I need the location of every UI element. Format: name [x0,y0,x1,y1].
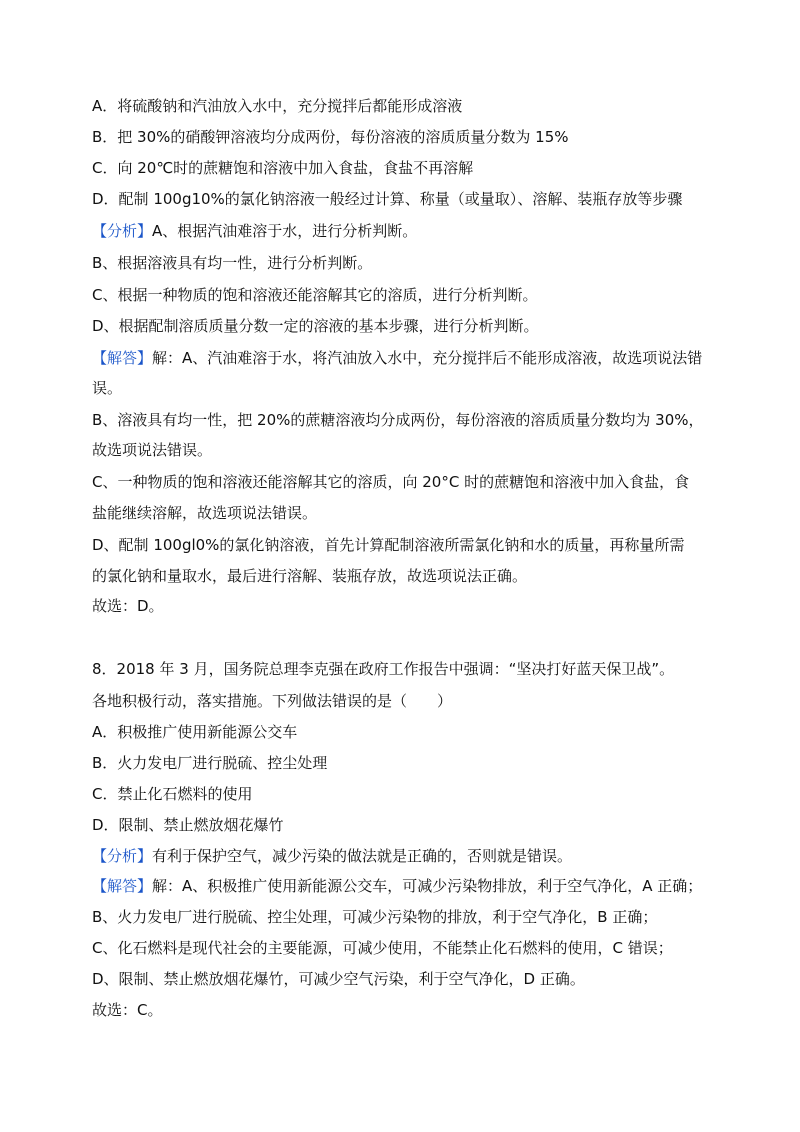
q7-answer-text-1: 解：A、汽油难溶于水，将汽油放入水中，充分搅拌后不能形成溶液，故选项说法错 [152,349,703,367]
q8-analysis-line [92,846,722,866]
q7-answer-text-2: 误。 [92,379,123,397]
q8-answer-text-4: D、限制、禁止燃放烟花爆竹，可减少空气污染，利于空气净化，D 正确。 [92,970,585,988]
q7-answer-text-8: 的氯化钠和量取水，最后进行溶解、装瓶存放，故选项说法正确。 [92,567,528,585]
q7-analysis-text-b: B、根据溶液具有均一性，进行分析判断。 [92,254,373,272]
answer-tag: 【解答】 [92,349,153,367]
q7-answer-text-3: B、溶液具有均一性，把 20%的蔗糖溶液均分成两份，每份溶液的溶质质量分数均为 30%， [92,411,704,429]
q8-option-d: D．限制、禁止燃放烟花爆竹 [92,816,284,834]
q7-option-b: B．把 30%的硝酸钾溶液均分成两份，每份溶液的溶质质量分数为 15% [92,128,569,146]
q7-analysis-line-1 [92,221,722,241]
q7-answer-text-9: 故选：D。 [92,597,164,615]
q7-option-a: A．将硫酸钠和汽油放入水中，充分搅拌后都能形成溶液 [92,97,463,115]
q7-answer-text-4: 故选项说法错误。 [92,441,213,459]
q7-answer-text-5: C、一种物质的饱和溶液还能溶解其它的溶质，向 20°C 时的蔗糖饱和溶液中加入食盐，食 [92,473,690,491]
q8-answer-line-1 [92,876,722,896]
q8-question-line-2: 各地积极行动，落实措施。下列做法错误的是（ ） [92,692,453,710]
q8-answer-text-3: C、化石燃料是现代社会的主要能源，可减少使用，不能禁止化石燃料的使用，C 错误； [92,939,673,957]
q7-analysis-text-a: A、根据汽油难溶于水，进行分析判断。 [152,222,418,240]
q8-answer-text-5: 故选：C。 [92,1001,163,1019]
q7-answer-text-7: D、配制 100gl0%的氯化钠溶液，首先计算配制溶液所需氯化钠和水的质量，再称量所需 [92,536,685,554]
analysis-tag: 【分析】 [92,847,153,865]
q8-option-c: C．禁止化石燃料的使用 [92,785,253,803]
q8-answer-text-2: B、火力发电厂进行脱硫、控尘处理，可减少污染物的排放，利于空气净化，B 正确； [92,908,658,926]
q8-option-a: A．积极推广使用新能源公交车 [92,723,298,741]
q8-answer-text-1: 解：A、积极推广使用新能源公交车，可减少污染物排放，利于空气净化，A 正确； [152,877,703,895]
q8-option-b: B．火力发电厂进行脱硫、控尘处理 [92,754,328,772]
q7-analysis-text-c: C、根据一种物质的饱和溶液还能溶解其它的溶质，进行分析判断。 [92,286,538,304]
q8-question-line-1: 8．2018 年 3 月，国务院总理李克强在政府工作报告中强调：“坚决打好蓝天保卫战”。 [92,660,675,678]
answer-tag: 【解答】 [92,877,153,895]
q7-analysis-text-d: D、根据配制溶质质量分数一定的溶液的基本步骤，进行分析判断。 [92,317,539,335]
q7-option-c: C．向 20℃时的蔗糖饱和溶液中加入食盐，食盐不再溶解 [92,159,474,177]
analysis-tag: 【分析】 [92,222,153,240]
q7-answer-line-1 [92,348,722,368]
q7-option-d: D．配制 100g10%的氯化钠溶液一般经过计算、称量（或量取）、溶解、装瓶存放等步骤 [92,190,683,208]
q7-answer-text-6: 盐能继续溶解，故选项说法错误。 [92,504,318,522]
q8-analysis-text: 有利于保护空气，减少污染的做法就是正确的，否则就是错误。 [152,847,573,865]
